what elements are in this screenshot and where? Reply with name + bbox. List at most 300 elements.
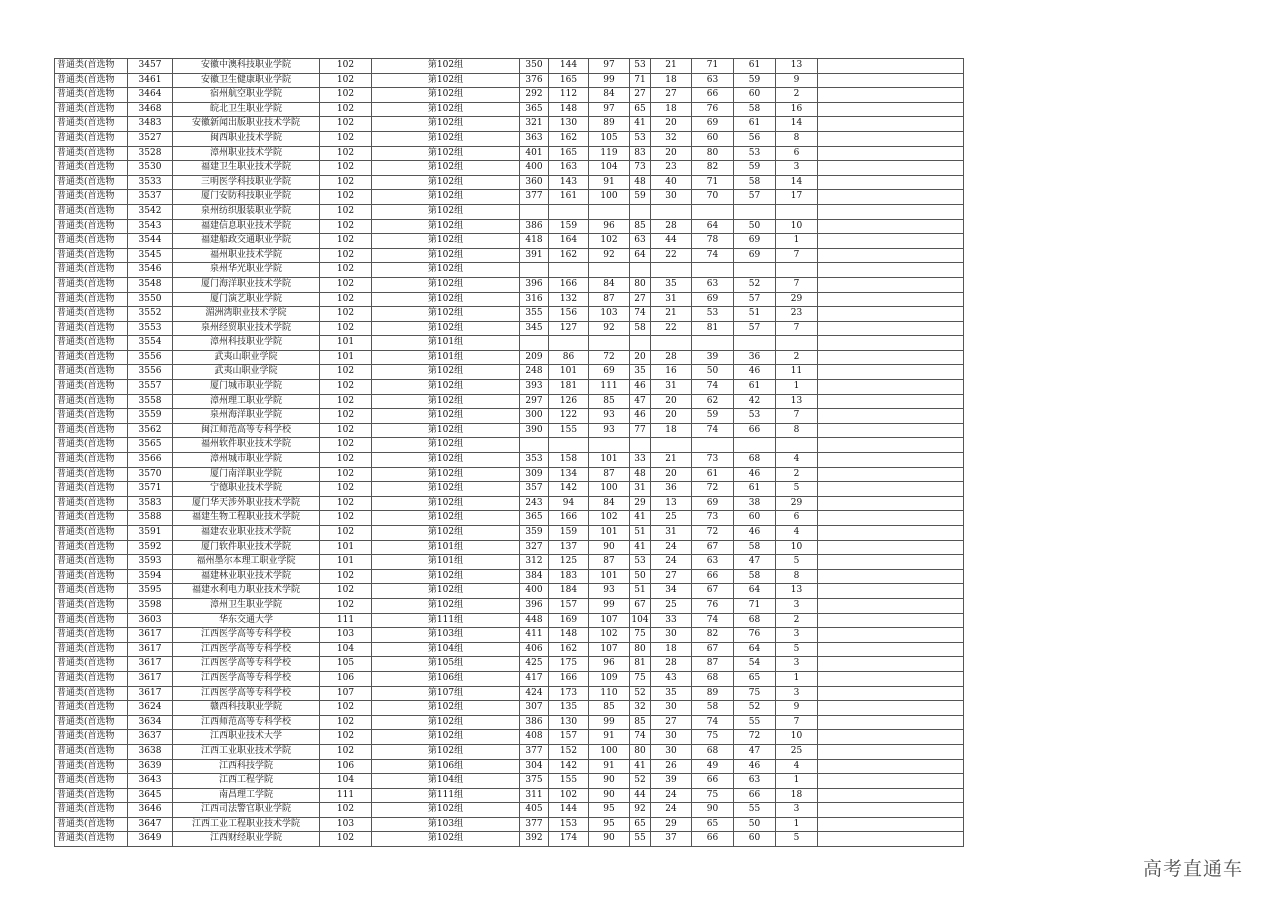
group-name-cell: 第102组 bbox=[372, 131, 520, 146]
math-score-cell: 87 bbox=[589, 555, 630, 570]
elective2-score-cell: 47 bbox=[734, 744, 776, 759]
english-score-cell: 74 bbox=[630, 730, 651, 745]
category-cell: 普通类(首选物 bbox=[55, 117, 128, 132]
elective1-score-cell: 74 bbox=[692, 380, 734, 395]
elective1-score-cell: 74 bbox=[692, 248, 734, 263]
school-code-cell: 3557 bbox=[128, 380, 173, 395]
total-score-cell: 248 bbox=[520, 365, 549, 380]
school-code-cell: 3544 bbox=[128, 234, 173, 249]
category-cell: 普通类(首选物 bbox=[55, 88, 128, 103]
school-name-cell: 江西医学高等专科学校 bbox=[173, 671, 320, 686]
english-score-cell: 46 bbox=[630, 409, 651, 424]
total-score-cell bbox=[520, 204, 549, 219]
category-cell: 普通类(首选物 bbox=[55, 336, 128, 351]
group-name-cell: 第102组 bbox=[372, 584, 520, 599]
group-name-cell: 第102组 bbox=[372, 526, 520, 541]
english-score-cell: 51 bbox=[630, 584, 651, 599]
school-name-cell: 武夷山职业学院 bbox=[173, 365, 320, 380]
rank-cell: 5 bbox=[776, 482, 818, 497]
group-code-cell: 102 bbox=[320, 380, 372, 395]
subject-score-cell: 13 bbox=[651, 496, 692, 511]
extra-cell bbox=[818, 555, 964, 570]
elective2-score-cell: 50 bbox=[734, 817, 776, 832]
chinese-score-cell: 159 bbox=[549, 526, 589, 541]
math-score-cell: 91 bbox=[589, 175, 630, 190]
group-code-cell: 102 bbox=[320, 569, 372, 584]
subject-score-cell: 18 bbox=[651, 423, 692, 438]
elective2-score-cell: 63 bbox=[734, 774, 776, 789]
english-score-cell: 80 bbox=[630, 642, 651, 657]
extra-cell bbox=[818, 540, 964, 555]
rank-cell: 1 bbox=[776, 774, 818, 789]
group-code-cell: 102 bbox=[320, 598, 372, 613]
elective2-score-cell: 54 bbox=[734, 657, 776, 672]
group-code-cell: 102 bbox=[320, 467, 372, 482]
school-name-cell: 江西医学高等专科学校 bbox=[173, 657, 320, 672]
elective1-score-cell: 68 bbox=[692, 671, 734, 686]
elective1-score-cell: 75 bbox=[692, 730, 734, 745]
chinese-score-cell: 155 bbox=[549, 423, 589, 438]
total-score-cell: 393 bbox=[520, 380, 549, 395]
category-cell: 普通类(首选物 bbox=[55, 584, 128, 599]
english-score-cell bbox=[630, 204, 651, 219]
chinese-score-cell: 164 bbox=[549, 234, 589, 249]
category-cell: 普通类(首选物 bbox=[55, 686, 128, 701]
category-cell: 普通类(首选物 bbox=[55, 423, 128, 438]
school-code-cell: 3543 bbox=[128, 219, 173, 234]
table-row bbox=[55, 131, 964, 146]
subject-score-cell: 26 bbox=[651, 759, 692, 774]
group-code-cell: 102 bbox=[320, 803, 372, 818]
school-name-cell: 福建信息职业技术学院 bbox=[173, 219, 320, 234]
subject-score-cell: 34 bbox=[651, 584, 692, 599]
school-code-cell: 3639 bbox=[128, 759, 173, 774]
chinese-score-cell: 142 bbox=[549, 482, 589, 497]
english-score-cell: 80 bbox=[630, 744, 651, 759]
school-name-cell: 三明医学科技职业学院 bbox=[173, 175, 320, 190]
table-row bbox=[55, 423, 964, 438]
total-score-cell: 327 bbox=[520, 540, 549, 555]
math-score-cell: 111 bbox=[589, 380, 630, 395]
group-code-cell: 104 bbox=[320, 642, 372, 657]
category-cell: 普通类(首选物 bbox=[55, 59, 128, 74]
english-score-cell bbox=[630, 336, 651, 351]
math-score-cell: 95 bbox=[589, 817, 630, 832]
subject-score-cell: 44 bbox=[651, 234, 692, 249]
elective2-score-cell: 59 bbox=[734, 161, 776, 176]
extra-cell bbox=[818, 394, 964, 409]
elective2-score-cell: 42 bbox=[734, 394, 776, 409]
english-score-cell: 32 bbox=[630, 701, 651, 716]
category-cell: 普通类(首选物 bbox=[55, 380, 128, 395]
rank-cell: 13 bbox=[776, 59, 818, 74]
extra-cell bbox=[818, 744, 964, 759]
school-name-cell: 宿州航空职业学院 bbox=[173, 88, 320, 103]
school-name-cell: 福州墨尔本理工职业学院 bbox=[173, 555, 320, 570]
chinese-score-cell: 148 bbox=[549, 628, 589, 643]
table-row bbox=[55, 467, 964, 482]
subject-score-cell: 18 bbox=[651, 102, 692, 117]
group-code-cell: 102 bbox=[320, 730, 372, 745]
extra-cell bbox=[818, 248, 964, 263]
elective1-score-cell: 62 bbox=[692, 394, 734, 409]
category-cell: 普通类(首选物 bbox=[55, 526, 128, 541]
school-code-cell: 3570 bbox=[128, 467, 173, 482]
math-score-cell: 99 bbox=[589, 715, 630, 730]
school-name-cell: 江西工业工程职业技术学院 bbox=[173, 817, 320, 832]
english-score-cell: 63 bbox=[630, 234, 651, 249]
table-row bbox=[55, 569, 964, 584]
rank-cell: 23 bbox=[776, 307, 818, 322]
school-name-cell: 福建生物工程职业技术学院 bbox=[173, 511, 320, 526]
school-code-cell: 3558 bbox=[128, 394, 173, 409]
extra-cell bbox=[818, 73, 964, 88]
table-row bbox=[55, 642, 964, 657]
extra-cell bbox=[818, 102, 964, 117]
elective1-score-cell: 70 bbox=[692, 190, 734, 205]
elective2-score-cell: 55 bbox=[734, 803, 776, 818]
elective1-score-cell: 69 bbox=[692, 117, 734, 132]
rank-cell: 1 bbox=[776, 817, 818, 832]
category-cell: 普通类(首选物 bbox=[55, 394, 128, 409]
school-code-cell: 3591 bbox=[128, 526, 173, 541]
school-code-cell: 3603 bbox=[128, 613, 173, 628]
elective2-score-cell: 56 bbox=[734, 131, 776, 146]
group-code-cell: 102 bbox=[320, 277, 372, 292]
group-code-cell: 102 bbox=[320, 59, 372, 74]
english-score-cell: 48 bbox=[630, 175, 651, 190]
school-code-cell: 3634 bbox=[128, 715, 173, 730]
elective1-score-cell: 78 bbox=[692, 234, 734, 249]
math-score-cell: 93 bbox=[589, 584, 630, 599]
table-row bbox=[55, 832, 964, 847]
rank-cell: 10 bbox=[776, 730, 818, 745]
math-score-cell: 96 bbox=[589, 219, 630, 234]
school-name-cell: 厦门演艺职业学院 bbox=[173, 292, 320, 307]
rank-cell: 9 bbox=[776, 73, 818, 88]
extra-cell bbox=[818, 350, 964, 365]
extra-cell bbox=[818, 117, 964, 132]
group-code-cell: 102 bbox=[320, 365, 372, 380]
table-row bbox=[55, 307, 964, 322]
elective2-score-cell: 75 bbox=[734, 686, 776, 701]
english-score-cell: 55 bbox=[630, 832, 651, 847]
category-cell: 普通类(首选物 bbox=[55, 146, 128, 161]
total-score-cell: 400 bbox=[520, 584, 549, 599]
group-name-cell: 第102组 bbox=[372, 117, 520, 132]
school-name-cell: 福建水利电力职业技术学院 bbox=[173, 584, 320, 599]
elective1-score-cell: 50 bbox=[692, 365, 734, 380]
math-score-cell: 90 bbox=[589, 788, 630, 803]
elective1-score-cell: 59 bbox=[692, 409, 734, 424]
total-score-cell: 392 bbox=[520, 832, 549, 847]
category-cell: 普通类(首选物 bbox=[55, 759, 128, 774]
group-name-cell: 第102组 bbox=[372, 175, 520, 190]
school-name-cell: 漳州城市职业学院 bbox=[173, 453, 320, 468]
rank-cell: 8 bbox=[776, 423, 818, 438]
subject-score-cell: 22 bbox=[651, 248, 692, 263]
rank-cell: 4 bbox=[776, 453, 818, 468]
group-name-cell: 第102组 bbox=[372, 161, 520, 176]
school-name-cell: 江西医学高等专科学校 bbox=[173, 642, 320, 657]
math-score-cell: 92 bbox=[589, 321, 630, 336]
table-row bbox=[55, 701, 964, 716]
extra-cell bbox=[818, 774, 964, 789]
total-score-cell: 209 bbox=[520, 350, 549, 365]
category-cell: 普通类(首选物 bbox=[55, 496, 128, 511]
elective1-score-cell: 89 bbox=[692, 686, 734, 701]
total-score-cell: 396 bbox=[520, 277, 549, 292]
elective1-score-cell bbox=[692, 263, 734, 278]
subject-score-cell bbox=[651, 438, 692, 453]
school-code-cell: 3617 bbox=[128, 642, 173, 657]
category-cell: 普通类(首选物 bbox=[55, 715, 128, 730]
extra-cell bbox=[818, 423, 964, 438]
subject-score-cell: 18 bbox=[651, 642, 692, 657]
subject-score-cell: 31 bbox=[651, 380, 692, 395]
extra-cell bbox=[818, 584, 964, 599]
group-code-cell: 102 bbox=[320, 102, 372, 117]
category-cell: 普通类(首选物 bbox=[55, 277, 128, 292]
chinese-score-cell: 137 bbox=[549, 540, 589, 555]
total-score-cell: 448 bbox=[520, 613, 549, 628]
category-cell: 普通类(首选物 bbox=[55, 642, 128, 657]
school-name-cell: 福建船政交通职业学院 bbox=[173, 234, 320, 249]
subject-score-cell: 21 bbox=[651, 59, 692, 74]
english-score-cell: 41 bbox=[630, 117, 651, 132]
total-score-cell: 309 bbox=[520, 467, 549, 482]
school-code-cell: 3571 bbox=[128, 482, 173, 497]
group-name-cell: 第102组 bbox=[372, 715, 520, 730]
group-name-cell: 第103组 bbox=[372, 817, 520, 832]
category-cell: 普通类(首选物 bbox=[55, 175, 128, 190]
english-score-cell: 77 bbox=[630, 423, 651, 438]
english-score-cell: 44 bbox=[630, 788, 651, 803]
rank-cell: 25 bbox=[776, 744, 818, 759]
rank-cell: 6 bbox=[776, 146, 818, 161]
table-row bbox=[55, 234, 964, 249]
english-score-cell: 75 bbox=[630, 671, 651, 686]
table-row bbox=[55, 482, 964, 497]
chinese-score-cell bbox=[549, 263, 589, 278]
group-name-cell: 第106组 bbox=[372, 671, 520, 686]
category-cell: 普通类(首选物 bbox=[55, 657, 128, 672]
extra-cell bbox=[818, 598, 964, 613]
elective1-score-cell: 53 bbox=[692, 307, 734, 322]
school-code-cell: 3646 bbox=[128, 803, 173, 818]
total-score-cell: 408 bbox=[520, 730, 549, 745]
group-name-cell: 第102组 bbox=[372, 569, 520, 584]
group-code-cell: 102 bbox=[320, 526, 372, 541]
elective1-score-cell: 87 bbox=[692, 657, 734, 672]
elective1-score-cell: 39 bbox=[692, 350, 734, 365]
school-name-cell: 湄洲湾职业技术学院 bbox=[173, 307, 320, 322]
total-score-cell: 350 bbox=[520, 59, 549, 74]
chinese-score-cell: 86 bbox=[549, 350, 589, 365]
school-name-cell: 南昌理工学院 bbox=[173, 788, 320, 803]
english-score-cell: 85 bbox=[630, 715, 651, 730]
group-code-cell: 103 bbox=[320, 628, 372, 643]
extra-cell bbox=[818, 701, 964, 716]
extra-cell bbox=[818, 307, 964, 322]
rank-cell: 11 bbox=[776, 365, 818, 380]
chinese-score-cell: 148 bbox=[549, 102, 589, 117]
group-name-cell: 第102组 bbox=[372, 307, 520, 322]
subject-score-cell: 22 bbox=[651, 321, 692, 336]
school-code-cell: 3483 bbox=[128, 117, 173, 132]
group-name-cell: 第102组 bbox=[372, 263, 520, 278]
category-cell: 普通类(首选物 bbox=[55, 73, 128, 88]
table-row bbox=[55, 365, 964, 380]
category-cell: 普通类(首选物 bbox=[55, 263, 128, 278]
math-score-cell: 99 bbox=[589, 73, 630, 88]
chinese-score-cell: 135 bbox=[549, 701, 589, 716]
english-score-cell: 71 bbox=[630, 73, 651, 88]
table-row bbox=[55, 146, 964, 161]
elective1-score-cell: 71 bbox=[692, 175, 734, 190]
math-score-cell: 84 bbox=[589, 277, 630, 292]
table-row bbox=[55, 686, 964, 701]
subject-score-cell: 24 bbox=[651, 803, 692, 818]
subject-score-cell: 30 bbox=[651, 190, 692, 205]
elective2-score-cell bbox=[734, 204, 776, 219]
group-code-cell: 102 bbox=[320, 88, 372, 103]
group-code-cell: 102 bbox=[320, 234, 372, 249]
group-name-cell: 第107组 bbox=[372, 686, 520, 701]
school-code-cell: 3617 bbox=[128, 671, 173, 686]
group-code-cell: 101 bbox=[320, 350, 372, 365]
school-code-cell: 3527 bbox=[128, 131, 173, 146]
school-code-cell: 3554 bbox=[128, 336, 173, 351]
math-score-cell: 91 bbox=[589, 730, 630, 745]
math-score-cell bbox=[589, 438, 630, 453]
elective2-score-cell: 68 bbox=[734, 453, 776, 468]
math-score-cell: 100 bbox=[589, 482, 630, 497]
school-name-cell: 厦门南洋职业学院 bbox=[173, 467, 320, 482]
chinese-score-cell: 134 bbox=[549, 467, 589, 482]
school-code-cell: 3468 bbox=[128, 102, 173, 117]
table-row bbox=[55, 204, 964, 219]
extra-cell bbox=[818, 175, 964, 190]
school-name-cell: 江西医学高等专科学校 bbox=[173, 686, 320, 701]
school-code-cell: 3649 bbox=[128, 832, 173, 847]
english-score-cell: 27 bbox=[630, 88, 651, 103]
rank-cell: 1 bbox=[776, 234, 818, 249]
subject-score-cell: 21 bbox=[651, 307, 692, 322]
math-score-cell bbox=[589, 263, 630, 278]
extra-cell bbox=[818, 263, 964, 278]
elective1-score-cell: 82 bbox=[692, 628, 734, 643]
category-cell: 普通类(首选物 bbox=[55, 744, 128, 759]
school-code-cell: 3542 bbox=[128, 204, 173, 219]
group-name-cell: 第102组 bbox=[372, 482, 520, 497]
rank-cell: 14 bbox=[776, 175, 818, 190]
group-name-cell: 第105组 bbox=[372, 657, 520, 672]
category-cell: 普通类(首选物 bbox=[55, 555, 128, 570]
category-cell: 普通类(首选物 bbox=[55, 730, 128, 745]
group-code-cell: 111 bbox=[320, 788, 372, 803]
elective2-score-cell: 50 bbox=[734, 219, 776, 234]
total-score-cell bbox=[520, 438, 549, 453]
elective1-score-cell: 71 bbox=[692, 59, 734, 74]
group-name-cell: 第102组 bbox=[372, 292, 520, 307]
elective1-score-cell: 63 bbox=[692, 73, 734, 88]
school-code-cell: 3550 bbox=[128, 292, 173, 307]
elective2-score-cell: 65 bbox=[734, 671, 776, 686]
elective2-score-cell: 71 bbox=[734, 598, 776, 613]
category-cell: 普通类(首选物 bbox=[55, 482, 128, 497]
extra-cell bbox=[818, 190, 964, 205]
math-score-cell: 85 bbox=[589, 394, 630, 409]
extra-cell bbox=[818, 628, 964, 643]
category-cell: 普通类(首选物 bbox=[55, 292, 128, 307]
english-score-cell: 83 bbox=[630, 146, 651, 161]
english-score-cell: 48 bbox=[630, 467, 651, 482]
elective1-score-cell: 49 bbox=[692, 759, 734, 774]
category-cell: 普通类(首选物 bbox=[55, 219, 128, 234]
category-cell: 普通类(首选物 bbox=[55, 671, 128, 686]
elective1-score-cell bbox=[692, 336, 734, 351]
table-row bbox=[55, 613, 964, 628]
group-code-cell: 111 bbox=[320, 613, 372, 628]
chinese-score-cell: 163 bbox=[549, 161, 589, 176]
elective2-score-cell: 72 bbox=[734, 730, 776, 745]
group-code-cell: 106 bbox=[320, 671, 372, 686]
elective1-score-cell: 69 bbox=[692, 496, 734, 511]
english-score-cell: 59 bbox=[630, 190, 651, 205]
school-code-cell: 3530 bbox=[128, 161, 173, 176]
school-name-cell: 江西工程学院 bbox=[173, 774, 320, 789]
total-score-cell: 376 bbox=[520, 73, 549, 88]
category-cell: 普通类(首选物 bbox=[55, 190, 128, 205]
rank-cell bbox=[776, 438, 818, 453]
category-cell: 普通类(首选物 bbox=[55, 131, 128, 146]
extra-cell bbox=[818, 511, 964, 526]
watermark-logo-text: 高考直通车 bbox=[1143, 858, 1244, 880]
group-name-cell: 第102组 bbox=[372, 73, 520, 88]
elective2-score-cell: 51 bbox=[734, 307, 776, 322]
total-score-cell: 411 bbox=[520, 628, 549, 643]
english-score-cell: 65 bbox=[630, 102, 651, 117]
extra-cell bbox=[818, 59, 964, 74]
total-score-cell: 243 bbox=[520, 496, 549, 511]
chinese-score-cell: 130 bbox=[549, 117, 589, 132]
chinese-score-cell: 125 bbox=[549, 555, 589, 570]
group-name-cell: 第102组 bbox=[372, 744, 520, 759]
extra-cell bbox=[818, 569, 964, 584]
english-score-cell: 52 bbox=[630, 686, 651, 701]
elective1-score-cell: 74 bbox=[692, 715, 734, 730]
chinese-score-cell: 127 bbox=[549, 321, 589, 336]
chinese-score-cell: 126 bbox=[549, 394, 589, 409]
table-row bbox=[55, 292, 964, 307]
elective2-score-cell: 46 bbox=[734, 526, 776, 541]
total-score-cell: 425 bbox=[520, 657, 549, 672]
school-name-cell: 安徽卫生健康职业学院 bbox=[173, 73, 320, 88]
total-score-cell: 377 bbox=[520, 817, 549, 832]
extra-cell bbox=[818, 715, 964, 730]
math-score-cell: 107 bbox=[589, 613, 630, 628]
rank-cell: 8 bbox=[776, 131, 818, 146]
school-code-cell: 3565 bbox=[128, 438, 173, 453]
elective2-score-cell: 60 bbox=[734, 88, 776, 103]
rank-cell: 5 bbox=[776, 642, 818, 657]
elective2-score-cell: 69 bbox=[734, 234, 776, 249]
group-name-cell: 第102组 bbox=[372, 102, 520, 117]
school-code-cell: 3528 bbox=[128, 146, 173, 161]
subject-score-cell: 28 bbox=[651, 350, 692, 365]
subject-score-cell: 20 bbox=[651, 394, 692, 409]
